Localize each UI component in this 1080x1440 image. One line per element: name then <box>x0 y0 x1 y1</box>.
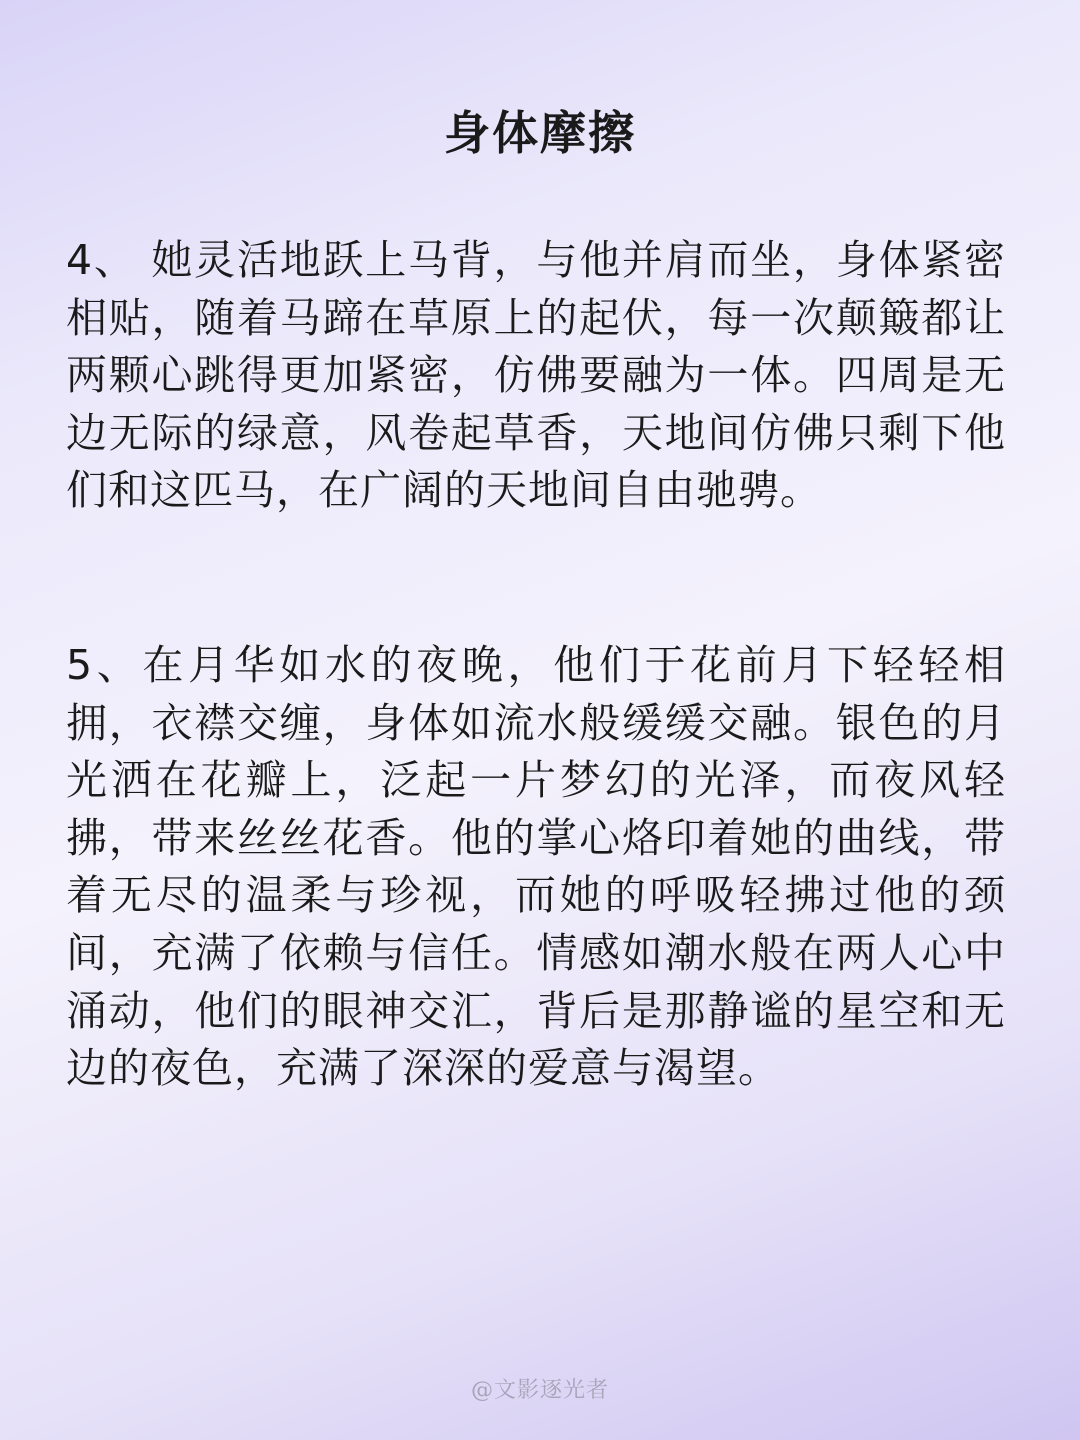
paragraph-5: 5、在月华如水的夜晚，他们于花前月下轻轻相拥，衣襟交缠，身体如流水般缓缓交融。银色的月光洒在花瓣上，泛起一片梦幻的光泽，而夜风轻拂，带来丝丝花香。他的掌心烙印着她的曲线，带着无尽的温柔与珍视，而她的呼吸轻拂过他的颈间，充满了依赖与信任。情感如潮水般在两人心中涌动，他们的眼神交汇，背后是那静谧的星空和无边的夜色，充满了深深的爱意与渴望。 <box>66 641 1006 1093</box>
page-title: 身体摩擦 <box>444 106 636 160</box>
paragraph-4: 4、 她灵活地跃上马背，与他并肩而坐，身体紧密相贴，随着马蹄在草原上的起伏，每一次颠簸都让两颗心跳得更加紧密，仿佛要融为一体。四周是无边无际的绿意，风卷起草香，天地间仿佛只剩下他们和这匹马，在广阔的天地间自由驰骋。 <box>66 236 1006 515</box>
author-watermark: @文影逐光者 <box>470 1378 609 1403</box>
